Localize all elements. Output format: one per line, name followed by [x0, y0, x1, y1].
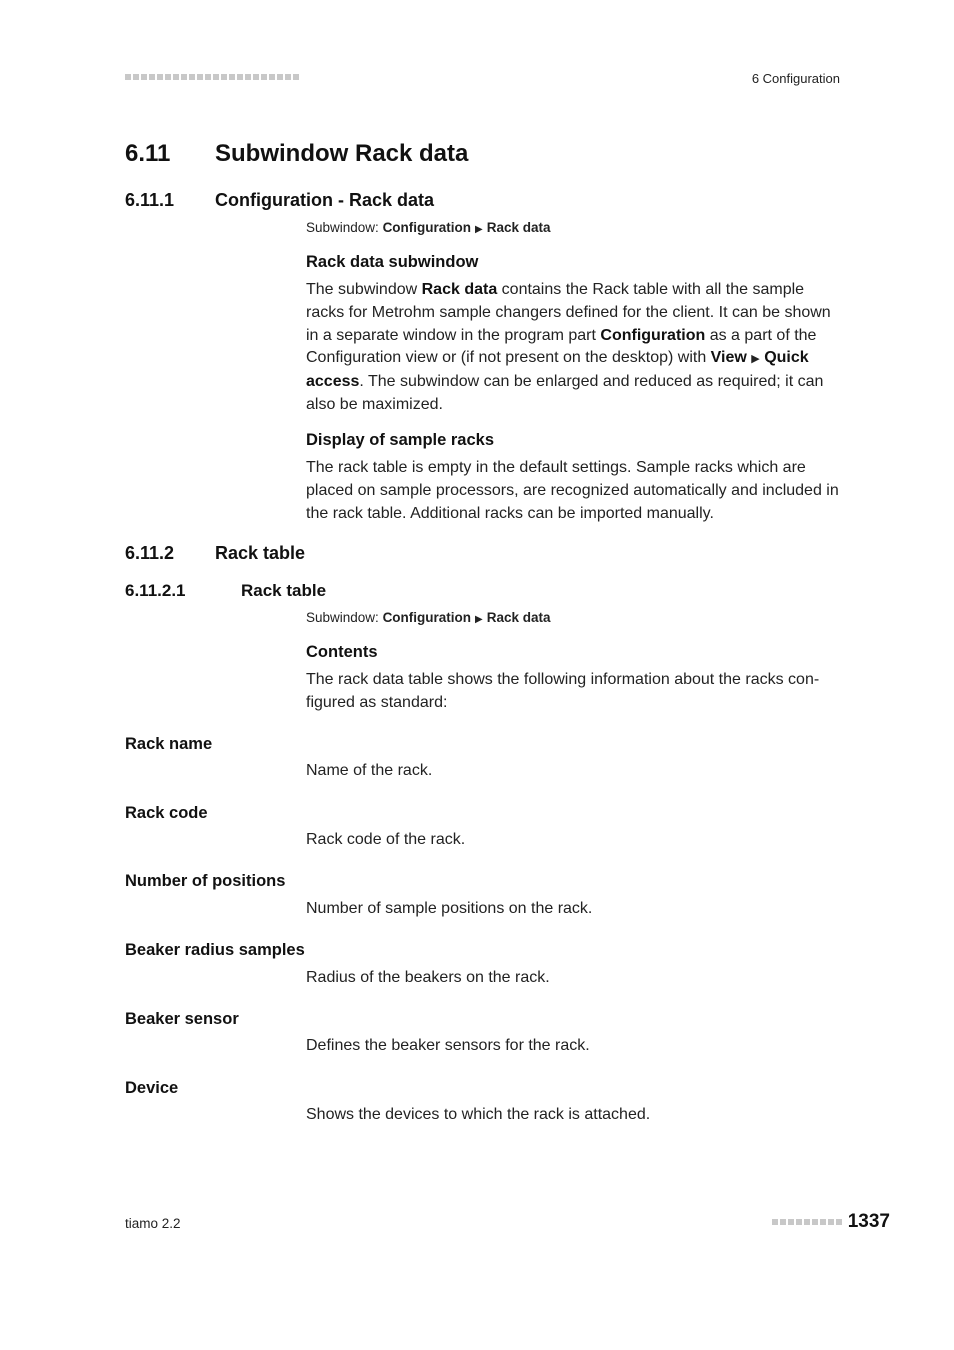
block-title: Display of sample racks — [306, 431, 495, 449]
field-term: Beaker sensor — [125, 1010, 239, 1028]
field-description: Number of sample positions on the rack. — [306, 900, 593, 917]
subsection-heading-2 — [125, 543, 305, 564]
chapter-title: 6 Configuration — [751, 71, 840, 86]
ui-term: Rack data — [421, 281, 498, 298]
header-decoration — [125, 74, 299, 82]
subsection-title: Rack table — [215, 543, 306, 563]
field-term: Device — [125, 1079, 179, 1097]
breadcrumb-item: Rack data — [486, 610, 551, 625]
field-description: Radius of the beakers on the rack. — [306, 969, 550, 986]
field-description: Rack code of the rack. — [306, 831, 466, 848]
field-term: Rack name — [125, 735, 213, 753]
ui-term: Quick access — [306, 349, 809, 391]
section-number: 6.11 — [125, 140, 171, 167]
field-description: Shows the devices to which the rack is attached. — [306, 1106, 651, 1123]
section-heading — [125, 140, 468, 168]
subsection-number: 6.11.1 — [125, 190, 175, 210]
subsubsection-heading — [125, 581, 326, 601]
ui-term: View — [710, 349, 747, 367]
triangle-right-icon: ▶ — [751, 353, 760, 366]
breadcrumb — [306, 610, 551, 625]
breadcrumb-item: Rack data — [486, 220, 551, 235]
footer-decoration — [772, 1219, 842, 1225]
subsection-number: 6.11.2 — [125, 543, 175, 563]
field-description: Defines the beaker sensors for the rack. — [306, 1037, 590, 1054]
breadcrumb-item: Configuration — [382, 220, 472, 235]
breadcrumb — [306, 220, 551, 235]
page-footer — [772, 1211, 890, 1233]
paragraph: The rack data table shows the following information about the racks configured as standard: — [306, 671, 820, 711]
breadcrumb-prefix: Subwindow: — [306, 220, 379, 235]
triangle-right-icon: ▶ — [475, 224, 483, 235]
page-number: 1337 — [847, 1211, 890, 1232]
subsection-title: Configuration - Rack data — [215, 190, 435, 210]
paragraph: The rack table is empty in the default settings. Sample racks which are placed on sample processors, are recognized automatically and included in the rack table. Additional racks can be imported manually. — [306, 459, 839, 522]
ui-term: Configuration — [600, 326, 706, 344]
field-description: Name of the rack. — [306, 762, 433, 779]
field-term: Number of positions — [125, 872, 286, 890]
product-name: tiamo 2.2 — [125, 1216, 181, 1231]
block-title: Rack data subwindow — [306, 253, 479, 271]
breadcrumb-prefix: Subwindow: — [306, 610, 379, 625]
section-title: Subwindow Rack data — [215, 140, 469, 167]
field-term: Rack code — [125, 804, 208, 822]
subsubsection-title: Rack table — [241, 581, 327, 600]
breadcrumb-item: Configuration — [382, 610, 472, 625]
subsubsection-number: 6.11.2.1 — [125, 581, 186, 600]
subsection-heading-1 — [125, 190, 434, 211]
field-term: Beaker radius samples — [125, 941, 305, 959]
block-title: Contents — [306, 643, 378, 661]
triangle-right-icon: ▶ — [475, 614, 483, 625]
paragraph: The subwindow Rack data contains the Rack table with all the sample racks for Metrohm sample changers defined for the client. It can be shown in a separate window in the program part Configuration as a part of the Configuration view or (if not present on the desktop) with View ▶ Quick access. The subwindow can be enlarged and reduced as required; it can also be maximized. — [306, 281, 831, 413]
